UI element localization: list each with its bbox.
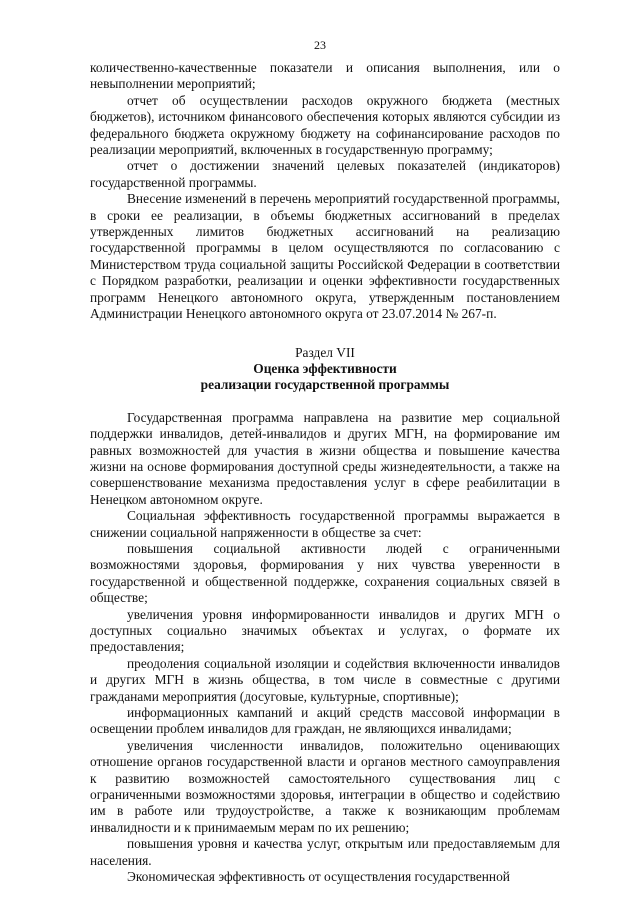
section-title-line-2: реализации государственной программы [200, 377, 450, 393]
paragraph: увеличения численности инвалидов, положительно оценивающих отношение органов государственной власти и органов местного самоуправления к развитию возможностей самостоятельного существования лиц с ограниченными возможностями здоровья, интеграции в общество и содействию им в работе или трудоустройстве, а также к возникающим проблемам инвалидности и к принимаемым мерам по их решению; [90, 737, 560, 835]
section-title-line-1: Оценка эффективности [253, 360, 397, 376]
paragraph: отчет о достижении значений целевых показателей (индикаторов) государственной программы. [90, 158, 560, 190]
section-label: Раздел VII [295, 344, 355, 360]
spacer [90, 394, 560, 410]
paragraph: повышения уровня и качества услуг, открытым или предоставляемым для населения. [90, 836, 560, 868]
paragraph: Социальная эффективность государственной программы выражается в снижении социальной напряженности в обществе за счет: [90, 508, 560, 540]
paragraph: Внесение изменений в перечень мероприятий государственной программы, в сроки ее реализации, в объемы бюджетных ассигнований в пределах утвержденных лимитов бюджетных ассигнований на реализацию государственной программы в целом осуществляются по согласованию с Министерством труда социальной защиты Российской Федерации в соответствии с Порядком разработки, реализации и оценки эффективности государственных программ Ненецкого автономного округа, утвержденным постановлением Администрации Ненецкого автономного округа от 23.07.2014 № 267-п. [90, 191, 560, 322]
paragraph: количественно-качественные показатели и описания выполнения, или о невыполнении мероприятий; [90, 60, 560, 92]
paragraph: информационных кампаний и акций средств массовой информации в освещении проблем инвалидов для граждан, не являющихся инвалидами; [90, 705, 560, 737]
paragraph: преодоления социальной изоляции и содействия включенности инвалидов и других МГН в жизнь общества, в том числе в совместные с другими гражданами мероприятия (досуговые, культурные, спортивные); [90, 655, 560, 704]
spacer [90, 323, 560, 335]
paragraph: увеличения уровня информированности инвалидов и других МГН о доступных социально значимых объектах и услугах, о формате их предоставления; [90, 606, 560, 655]
paragraph: отчет об осуществлении расходов окружного бюджета (местных бюджетов), источником финансового обеспечения которых являются субсидии из федерального бюджета окружному бюджету на софинансирование расходов по реализации мероприятий, включенных в государственную программу; [90, 92, 560, 158]
paragraph: Экономическая эффективность от осуществления государственной [127, 869, 510, 885]
paragraph: Государственная программа направлена на развитие мер социальной поддержки инвалидов, детей-инвалидов и других МГН, на формирование им равных возможностей для участия в жизни общества и повышение качества жизни на основе формирования доступной среды жизнедеятельности, а также на совершенствование механизма предоставления услуг в сфере реабилитации в Ненецком автономном округе. [90, 409, 560, 507]
page-number: 23 [314, 38, 326, 52]
paragraph: повышения социальной активности людей с ограниченными возможностями здоровья, формирования у них чувства уверенности в государственной и общественной поддержке, сохранения социальных связей в обществе; [90, 540, 560, 606]
document-body [90, 60, 560, 886]
